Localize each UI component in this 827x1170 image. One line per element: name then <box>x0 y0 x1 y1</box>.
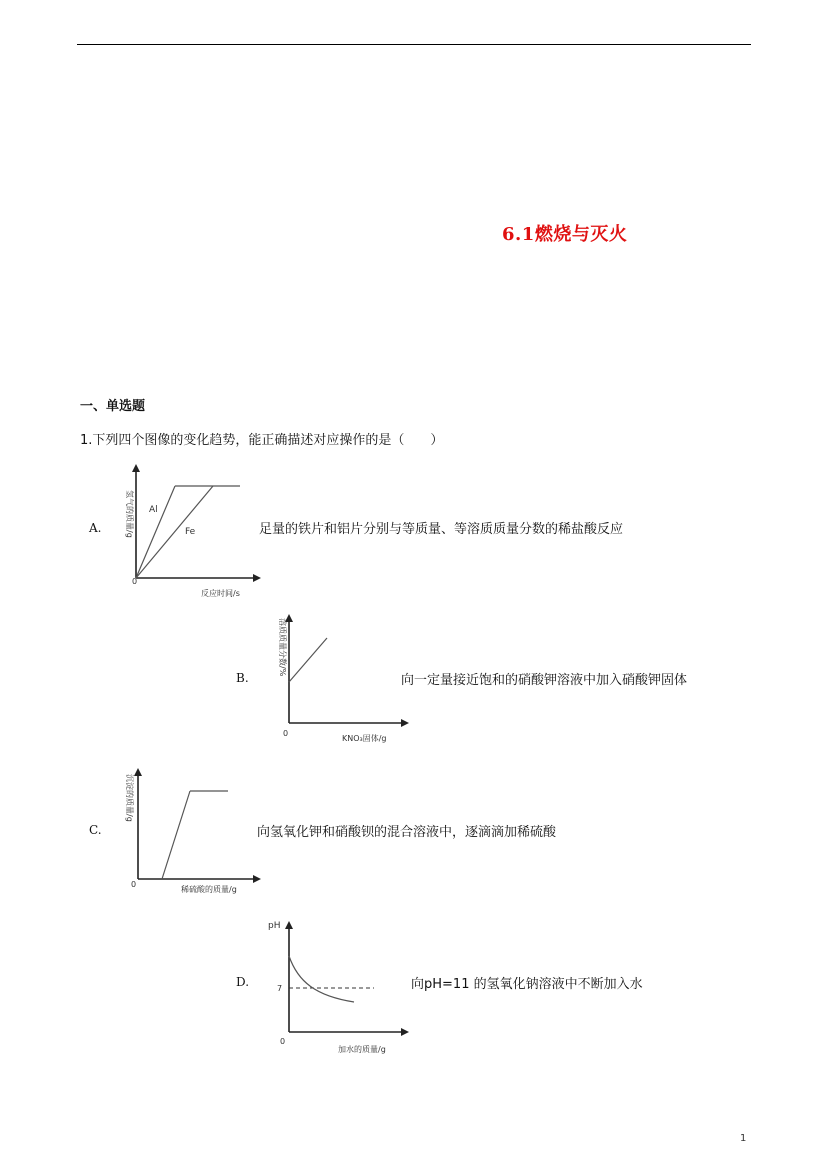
option-a-description: 足量的铁片和铝片分别与等质量、等溶质质量分数的稀盐酸反应 <box>259 522 624 537</box>
page-number: 1 <box>740 1133 747 1144</box>
x-axis-arrow <box>253 875 261 883</box>
y-axis-label: pH <box>268 921 281 931</box>
ref-tick-label: 7 <box>277 984 283 993</box>
al-line-rising <box>136 486 175 578</box>
option-b-letter: B. <box>236 671 249 685</box>
option-c-letter: C. <box>89 823 102 837</box>
ph-curve <box>289 956 354 1002</box>
x-axis-arrow <box>401 719 409 727</box>
x-axis-label: 反应时间/s <box>201 589 240 598</box>
y-axis-label: 氢气的质量/g <box>125 490 134 538</box>
x-axis-label: KNO₃固体/g <box>342 734 387 743</box>
header-rule <box>77 44 751 45</box>
y-axis-label: 沉淀的质量/g <box>125 774 134 822</box>
series-label-fe: Fe <box>185 527 196 537</box>
y-axis-label: 溶质质量分数/% <box>278 618 287 677</box>
fe-line-rising <box>136 486 213 578</box>
x-axis-label: 加水的质量/g <box>338 1045 386 1054</box>
option-b-description: 向一定量接近饱和的硝酸钾溶液中加入硝酸钾固体 <box>401 673 688 688</box>
origin-label: 0 <box>131 880 137 889</box>
origin-label: 0 <box>283 729 289 738</box>
option-d-description: 向pH=11 的氢氧化钠溶液中不断加入水 <box>411 977 643 992</box>
x-axis-arrow <box>253 574 261 582</box>
document-title: 6.1燃烧与灭火 <box>502 224 628 245</box>
option-b-graph <box>268 610 413 745</box>
rising-line <box>289 638 327 682</box>
origin-label: 0 <box>280 1037 286 1046</box>
y-axis-arrow <box>134 768 142 776</box>
option-d-letter: D. <box>236 975 250 989</box>
option-a-graph <box>115 460 265 600</box>
series-label-al: Al <box>149 505 158 515</box>
option-c-graph <box>115 762 265 902</box>
x-axis-label: 稀硫酸的质量/g <box>181 885 237 894</box>
option-c-description: 向氢氧化钾和硝酸钡的混合溶液中，逐滴滴加稀硫酸 <box>257 825 557 840</box>
section-heading: 一、单选题 <box>80 399 146 414</box>
option-d-graph <box>268 912 413 1057</box>
origin-label: 0 <box>132 577 138 586</box>
precipitate-rise <box>162 791 190 879</box>
x-axis-arrow <box>401 1028 409 1036</box>
question-stem: 1.下列四个图像的变化趋势，能正确描述对应操作的是（ ） <box>80 433 444 448</box>
y-axis-arrow <box>285 921 293 929</box>
option-a-letter: A. <box>89 521 102 535</box>
y-axis-arrow <box>132 464 140 472</box>
